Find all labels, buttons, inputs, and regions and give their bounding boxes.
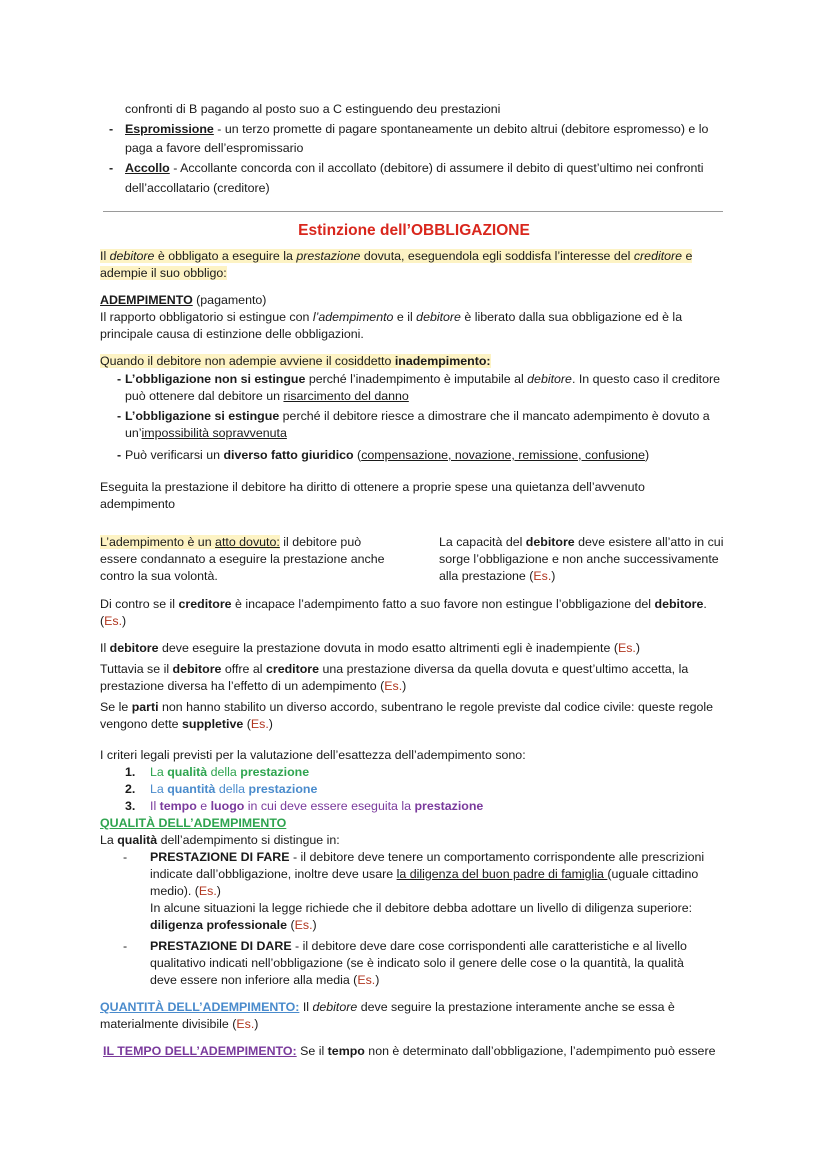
text: Quando il debitore non adempie avviene il cosiddetto [100, 354, 395, 368]
text-line [100, 699, 713, 716]
text-line: paga a favore dell’espromissario [125, 141, 304, 155]
intro-line [100, 248, 692, 265]
text: parti [131, 700, 159, 714]
text: diverso fatto giuridico [223, 448, 354, 462]
text: prestazione [240, 765, 310, 779]
text-line: Eseguita la prestazione il debitore ha diritto di ottenere a proprie spese una quietanza dell’avvenuto [100, 480, 645, 494]
text: alla prestazione ( [439, 569, 534, 583]
text-line [100, 613, 126, 630]
text-line [439, 568, 555, 585]
text: perché l’inadempimento è imputabile al [305, 372, 528, 386]
text: perché il debitore riesce a dimostrare che il mancato adempimento è dovuto a [279, 409, 710, 423]
text: debitore [527, 372, 572, 386]
text: ) [312, 918, 317, 932]
text: Il [100, 641, 110, 655]
text-line: dell’accollatario (creditore) [125, 181, 270, 195]
text: L’adempimento è un [100, 535, 216, 549]
text: La [150, 765, 168, 779]
text: ) [122, 614, 127, 628]
text: qualità [167, 765, 208, 779]
text: diligenza professionale [150, 918, 288, 932]
text: debitore [109, 249, 155, 263]
text: (pagamento) [192, 293, 267, 307]
list-item [150, 764, 309, 781]
text-line [100, 309, 682, 326]
text: - il debitore deve dare cose corrispondenti alle caratteristiche e al livello [291, 939, 687, 953]
text: inadempimento: [394, 354, 491, 368]
text: debitore [109, 641, 159, 655]
text: ( [100, 614, 105, 628]
text: della [215, 782, 249, 796]
text: ) [402, 679, 407, 693]
es-link: Es. [236, 1017, 255, 1031]
text: debitore [312, 1000, 358, 1014]
es-link: Es. [533, 569, 552, 583]
page-title: Estinzione dell’OBBLIGAZIONE [298, 222, 530, 239]
text: e [682, 249, 693, 263]
list-item [125, 408, 710, 425]
text: Può verificarsi un [125, 448, 224, 462]
text-line: contro la sua volontà. [100, 569, 218, 583]
qualita-heading: QUALITÀ DELL’ADEMPIMENTO [100, 816, 287, 830]
es-link: Es. [617, 641, 636, 655]
intro-line [100, 265, 227, 282]
text-line [150, 866, 698, 883]
highlight [100, 249, 692, 263]
text: debitore [172, 662, 222, 676]
list-item [150, 781, 317, 798]
text: - un terzo promette di pagare spontaneamente un debito altrui (debitore espromesso) e lo [213, 122, 709, 136]
text-line [100, 678, 406, 695]
text-line: qualitativo indicati nell’obbligazione (se è indicato solo il genere delle cose o la quantità, la qualità [150, 956, 684, 970]
text-line: I criteri legali previsti per la valutazione dell’esattezza dell’adempimento sono: [100, 748, 526, 762]
list-item [125, 371, 720, 388]
text: quantità [167, 782, 216, 796]
text: debitore [525, 535, 575, 549]
text-line: sorge l’obbligazione e non anche successivamente [439, 552, 719, 566]
quantita-line [100, 999, 675, 1016]
text: indicate dall’obbligazione, inoltre deve usare [150, 867, 397, 881]
text-line [125, 388, 409, 405]
text: Il [150, 799, 160, 813]
bullet: - [117, 409, 122, 423]
text: medio). ( [150, 884, 199, 898]
list-item [150, 938, 687, 955]
dash: - [123, 939, 128, 953]
text: Tuttavia se il [100, 662, 173, 676]
text: Il [299, 1000, 313, 1014]
text: ) [644, 448, 650, 462]
text: deve essere non inferiore alla media ( [150, 973, 358, 987]
list-item [150, 849, 704, 866]
text: la diligenza del buon padre di famiglia [396, 867, 608, 881]
term: Espromissione [125, 122, 214, 136]
text: ) [254, 1017, 259, 1031]
list-item [125, 447, 649, 464]
text: Se il [296, 1044, 328, 1058]
text-line [100, 832, 340, 849]
text: La capacità del [439, 535, 526, 549]
text: risarcimento del danno [283, 389, 409, 403]
text: ( [287, 918, 295, 932]
text: ( [353, 448, 362, 462]
divider [103, 211, 723, 212]
text: - Accollante concorda con il accollato (debitore) di assumere il debito di quest’ultimo nei confronti [169, 161, 704, 175]
adempimento-heading [100, 292, 266, 309]
text-line [125, 425, 287, 442]
inadempimento-lead [100, 353, 491, 370]
list-number: 1. [125, 765, 136, 779]
text: prestazione [414, 799, 484, 813]
text: Di contro se il [100, 597, 179, 611]
text: PRESTAZIONE DI DARE [150, 939, 292, 953]
text-line [150, 972, 379, 989]
text: creditore [178, 597, 232, 611]
text: non è determinato dall’obbligazione, l’adempimento può essere [364, 1044, 716, 1058]
text: tempo [159, 799, 197, 813]
text-line [100, 596, 707, 613]
bullet: - [109, 161, 114, 175]
text: offre al [221, 662, 266, 676]
text: impossibilità sopravvenuta [141, 426, 287, 440]
text: ( [243, 717, 251, 731]
text: è obbligato a eseguire la [154, 249, 297, 263]
highlight [100, 535, 280, 549]
text: La [150, 782, 168, 796]
accollo-item [125, 160, 704, 177]
bullet: - [117, 448, 122, 462]
text: ) [216, 884, 221, 898]
text: suppletive [182, 717, 244, 731]
text: è liberato dalla sua obbligazione ed è la [460, 310, 683, 324]
text-line: confronti di B pagando al posto suo a C estinguendo deu prestazioni [125, 102, 501, 116]
text: prestazione [296, 249, 361, 263]
text: prestazione diversa ha l’effetto di un adempimento ( [100, 679, 385, 693]
text: deve eseguire la prestazione dovuta in modo esatto altrimenti egli è inadempiente ( [158, 641, 618, 655]
es-link: Es. [384, 679, 403, 693]
col-right-line [439, 534, 723, 551]
es-link: Es. [198, 884, 217, 898]
espromissione-item [125, 121, 708, 138]
text: dell’adempimento si distingue in: [157, 833, 340, 847]
text-line: adempimento [100, 497, 176, 511]
text: La [100, 833, 118, 847]
text: non hanno stabilito un diverso accordo, subentrano le regole previste dal codice civile: queste regole [158, 700, 714, 714]
text: prestazione [248, 782, 318, 796]
text: qualità [117, 833, 158, 847]
text: è incapace l’adempimento fatto a suo favore non estingue l’obbligazione del [231, 597, 655, 611]
text-line [100, 661, 688, 678]
text: può ottenere dal debitore un [125, 389, 284, 403]
text-line: essere condannato a eseguire la prestazione anche [100, 552, 385, 566]
text: ) [635, 641, 640, 655]
text-line [150, 917, 317, 934]
tempo-line [103, 1043, 715, 1060]
text: deve seguire la prestazione interamente anche se essa è [357, 1000, 675, 1014]
col-left-line [100, 534, 361, 551]
es-link: Es. [104, 614, 123, 628]
text: Il rapporto obbligatorio si estingue con [100, 310, 313, 324]
text: in cui deve essere eseguita la [244, 799, 415, 813]
text-line [100, 1016, 258, 1033]
text: - il debitore deve tenere un comportamento corrispondente alle prescrizioni [289, 850, 705, 864]
text-line: In alcune situazioni la legge richiede che il debitore debba adottare un livello di diligenza superiore: [150, 901, 693, 915]
list-number: 2. [125, 782, 136, 796]
text: ) [551, 569, 556, 583]
heading: ADEMPIMENTO [100, 293, 193, 307]
dash: - [123, 850, 128, 864]
heading: IL TEMPO DELL’ADEMPIMENTO: [103, 1044, 297, 1058]
text: tempo [327, 1044, 365, 1058]
text: debitore [416, 310, 461, 324]
text: luogo [210, 799, 245, 813]
text-line: principale causa di estinzione delle obbligazioni. [100, 327, 364, 341]
text: creditore [633, 249, 683, 263]
text: materialmente divisibile ( [100, 1017, 237, 1031]
highlight [100, 354, 491, 368]
text: (uguale cittadino [607, 867, 699, 881]
text: . In questo caso il creditore [571, 372, 721, 386]
text: e [196, 799, 211, 813]
text: ) [375, 973, 380, 987]
text: L’obbligazione si estingue [125, 409, 280, 423]
highlight: adempie il suo obbligo: [100, 266, 227, 280]
text: creditore [265, 662, 320, 676]
text: e il [393, 310, 417, 324]
bullet: - [117, 372, 122, 386]
es-link: Es. [250, 717, 269, 731]
text: atto dovuto: [215, 535, 280, 549]
text: . [703, 597, 707, 611]
text-line [100, 640, 640, 657]
text: dovuta, eseguendola egli soddisfa l’interesse del [360, 249, 634, 263]
es-link: Es. [294, 918, 313, 932]
bullet: - [109, 122, 114, 136]
text: l’adempimento [312, 310, 394, 324]
text: un’ [125, 426, 142, 440]
text: della [207, 765, 241, 779]
text: deve esistere all’atto in cui [574, 535, 724, 549]
text: il debitore può [279, 535, 362, 549]
es-link: Es. [357, 973, 376, 987]
text: PRESTAZIONE DI FARE [150, 850, 290, 864]
text: debitore [654, 597, 704, 611]
text: Se le [100, 700, 132, 714]
text: una prestazione diversa da quella dovuta e quest’ultimo accetta, la [319, 662, 689, 676]
text-line [150, 883, 221, 900]
text: vengono dette [100, 717, 182, 731]
term: Accollo [125, 161, 170, 175]
text: L’obbligazione non si estingue [125, 372, 306, 386]
text: Il [100, 249, 110, 263]
list-number: 3. [125, 799, 136, 813]
list-item [150, 798, 483, 815]
text: compensazione, novazione, remissione, confusione [361, 448, 645, 462]
text: ) [268, 717, 273, 731]
heading: QUANTITÀ DELL’ADEMPIMENTO: [100, 1000, 300, 1014]
text-line [100, 716, 273, 733]
